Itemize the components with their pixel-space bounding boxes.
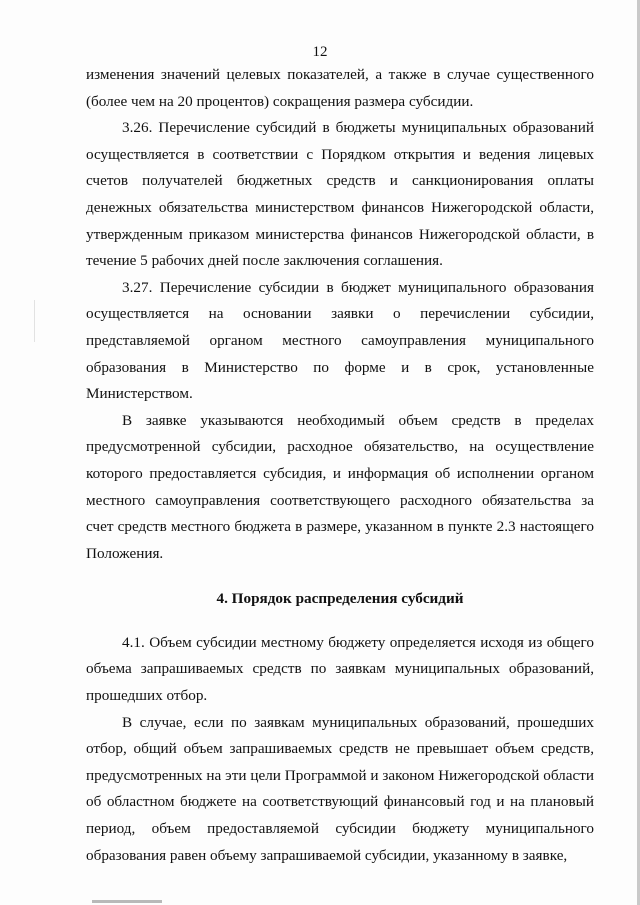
paragraph-4-1: 4.1. Объем субсидии местному бюджету определяется исходя из общего объема запрашиваемых средств по заявкам муниципальных образований, прошедших отбор. (86, 633, 594, 705)
section-heading: 4. Порядок распределения субсидий (216, 590, 464, 608)
paragraph-application-contents: В заявке указываются необходимый объем средств в пределах предусмотренной субсидии, расходное обязательство, на осуществление которого предоставляется субсидия, и информация об исполнении органом местного самоуправления соответствующего расходного обязательства за счет средств местного бюджета в размере, указанном в пункте 2.3 настоящего Положения. (86, 411, 594, 562)
document-body (86, 62, 594, 869)
paragraph-continuation: изменения значений целевых показателей, а также в случае существенного (более чем на 20 процентов) сокращения размера субсидии. (86, 66, 594, 110)
scan-margin-mark (34, 300, 35, 342)
paragraph-3-27: 3.27. Перечисление субсидии в бюджет муниципального образования осуществляется на основании заявки о перечислении субсидии, представляемой органом местного самоуправления муниципального образования в Министерство по форме и в срок, установленные Министерством. (86, 278, 594, 403)
paragraph-3-26: 3.26. Перечисление субсидий в бюджеты муниципальных образований осуществляется в соответствии с Порядком открытия и ведения лицевых счетов получателей бюджетных средств и санкционирования оплаты денежных обязательства министерством финансов Нижегородской области, утвержденным приказом министерства финансов Нижегородской области, в течение 5 рабочих дней после заключения соглашения. (86, 119, 594, 270)
scan-footer-artifact (92, 900, 162, 903)
paragraph-allocation-case: В случае, если по заявкам муниципальных образований, прошедших отбор, общий объем запрашиваемых средств не превышает объем средств, предусмотренных на эти цели Программой и законом Нижегородской области об областном бюджете на соответствующий финансовый год и на плановый период, объем предоставляемой субсидии бюджету муниципального образования равен объему запрашиваемой субсидии, указанному в заявке, (86, 713, 594, 864)
page-number: 12 (312, 44, 328, 60)
